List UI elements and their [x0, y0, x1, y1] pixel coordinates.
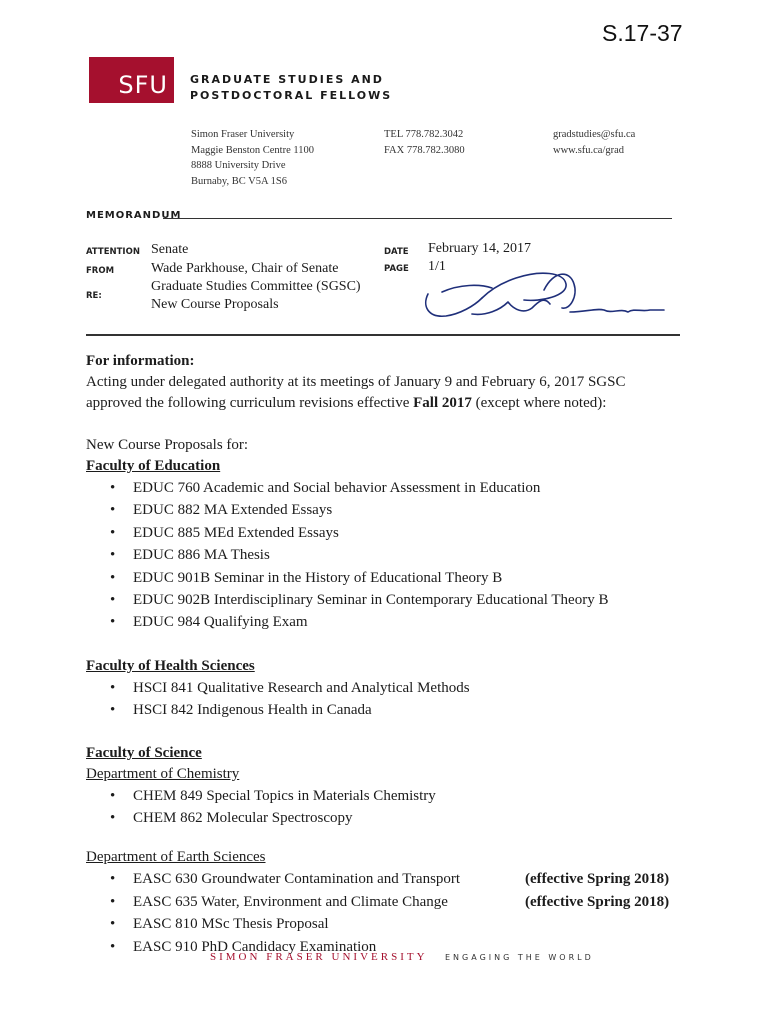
effective-term: Fall 2017 [413, 395, 472, 411]
document-number: S.17-37 [602, 20, 683, 46]
list-item: • CHEM 849 Special Topics in Materials Chemistry [133, 785, 686, 807]
effective-note: (effective Spring 2018) [525, 893, 670, 910]
memorandum-label: MEMORANDUM [86, 210, 182, 221]
attention-value: Senate [151, 242, 189, 257]
address-line: Maggie Benston Centre 1100 [191, 144, 314, 156]
date-label: DATE [384, 247, 409, 257]
info-heading: For information: [86, 353, 195, 369]
list-item: • EDUC 886 MA Thesis [133, 544, 686, 566]
chemistry-heading: Department of Chemistry [86, 765, 240, 782]
list-item [133, 891, 686, 913]
list-item: • CHEM 862 Molecular Spectroscopy [133, 807, 686, 829]
sfu-logo: SFU [89, 57, 174, 103]
effective-note: (effective Spring 2018) [525, 871, 670, 888]
address-line: 8888 University Drive [191, 160, 286, 171]
list-item: • EASC 910 PhD Candidacy Examination [133, 936, 686, 958]
re-label: RE: [86, 291, 102, 301]
list-item: • EDUC 901B Seminar in the History of Educational Theory B [133, 567, 686, 589]
date-value: February 14, 2017 [428, 241, 532, 256]
intro-line-1: Acting under delegated authority at its meetings of January 9 and February 6, 2017 SGSC [86, 374, 626, 390]
from-value [151, 260, 361, 296]
course-title: EASC 635 Water, Environment and Climate Change [133, 893, 448, 910]
list-item: • EDUC 902B Interdisciplinary Seminar in Contemporary Educational Theory B [133, 589, 686, 611]
faculty-education-heading: Faculty of Education [86, 458, 221, 474]
intro-text: approved the following curriculum revisions effective [86, 395, 414, 411]
course-title: EASC 630 Groundwater Contamination and Transport [133, 871, 461, 888]
department-name [190, 72, 392, 104]
footer-tagline: ENGAGING THE WORLD [445, 953, 594, 962]
page-label: PAGE [384, 264, 409, 274]
address-line: Burnaby, BC V5A 1S6 [191, 175, 287, 187]
list-item: • EDUC 882 MA Extended Essays [133, 499, 686, 521]
list-item: • EDUC 885 MEd Extended Essays [133, 522, 686, 544]
department-line-1: GRADUATE STUDIES AND [190, 73, 384, 86]
earth-sciences-course-list [86, 868, 686, 958]
from-line-1: Wade Parkhouse, Chair of Senate [151, 261, 339, 276]
health-course-list [86, 677, 686, 722]
list-item: • EDUC 760 Academic and Social behavior Assessment in Education [133, 477, 686, 499]
list-item: • HSCI 842 Indigenous Health in Canada [133, 699, 686, 721]
attention-label: ATTENTION [86, 247, 140, 257]
footer-university: SIMON FRASER UNIVERSITY [210, 951, 428, 963]
fax: FAX 778.782.3080 [384, 144, 465, 156]
list-item: • EASC 810 MSc Thesis Proposal [133, 913, 686, 935]
from-line-2: Graduate Studies Committee (SGSC) [151, 279, 361, 294]
chemistry-course-list [86, 785, 686, 830]
telephone: TEL 778.782.3042 [384, 129, 464, 140]
website: www.sfu.ca/grad [553, 144, 625, 156]
list-item [133, 868, 686, 890]
web-contact [553, 127, 635, 158]
body-rule [86, 334, 680, 336]
address-line: Simon Fraser University [191, 129, 295, 140]
signature-icon [420, 262, 670, 328]
list-item: • EDUC 984 Qualifying Exam [133, 611, 686, 633]
faculty-health-heading: Faculty of Health Sciences [86, 657, 255, 674]
education-course-list [86, 477, 686, 634]
re-value: New Course Proposals [151, 297, 279, 312]
list-item: • HSCI 841 Qualitative Research and Analytical Methods [133, 677, 686, 699]
header-rule [163, 218, 672, 219]
memo-body [86, 351, 686, 958]
mailing-address [191, 127, 314, 189]
from-label: FROM [86, 266, 115, 276]
faculty-science-heading: Faculty of Science [86, 744, 202, 761]
earth-sciences-heading: Department of Earth Sciences [86, 849, 266, 866]
department-line-2: POSTDOCTORAL FELLOWS [190, 89, 393, 102]
intro-text-end: (except where noted): [471, 395, 607, 411]
phone-numbers [384, 127, 465, 158]
page-value: 1/1 [428, 259, 446, 274]
email-address: gradstudies@sfu.ca [553, 129, 636, 140]
intro-line-2 [86, 393, 686, 414]
proposals-label: New Course Proposals for: [86, 437, 249, 453]
